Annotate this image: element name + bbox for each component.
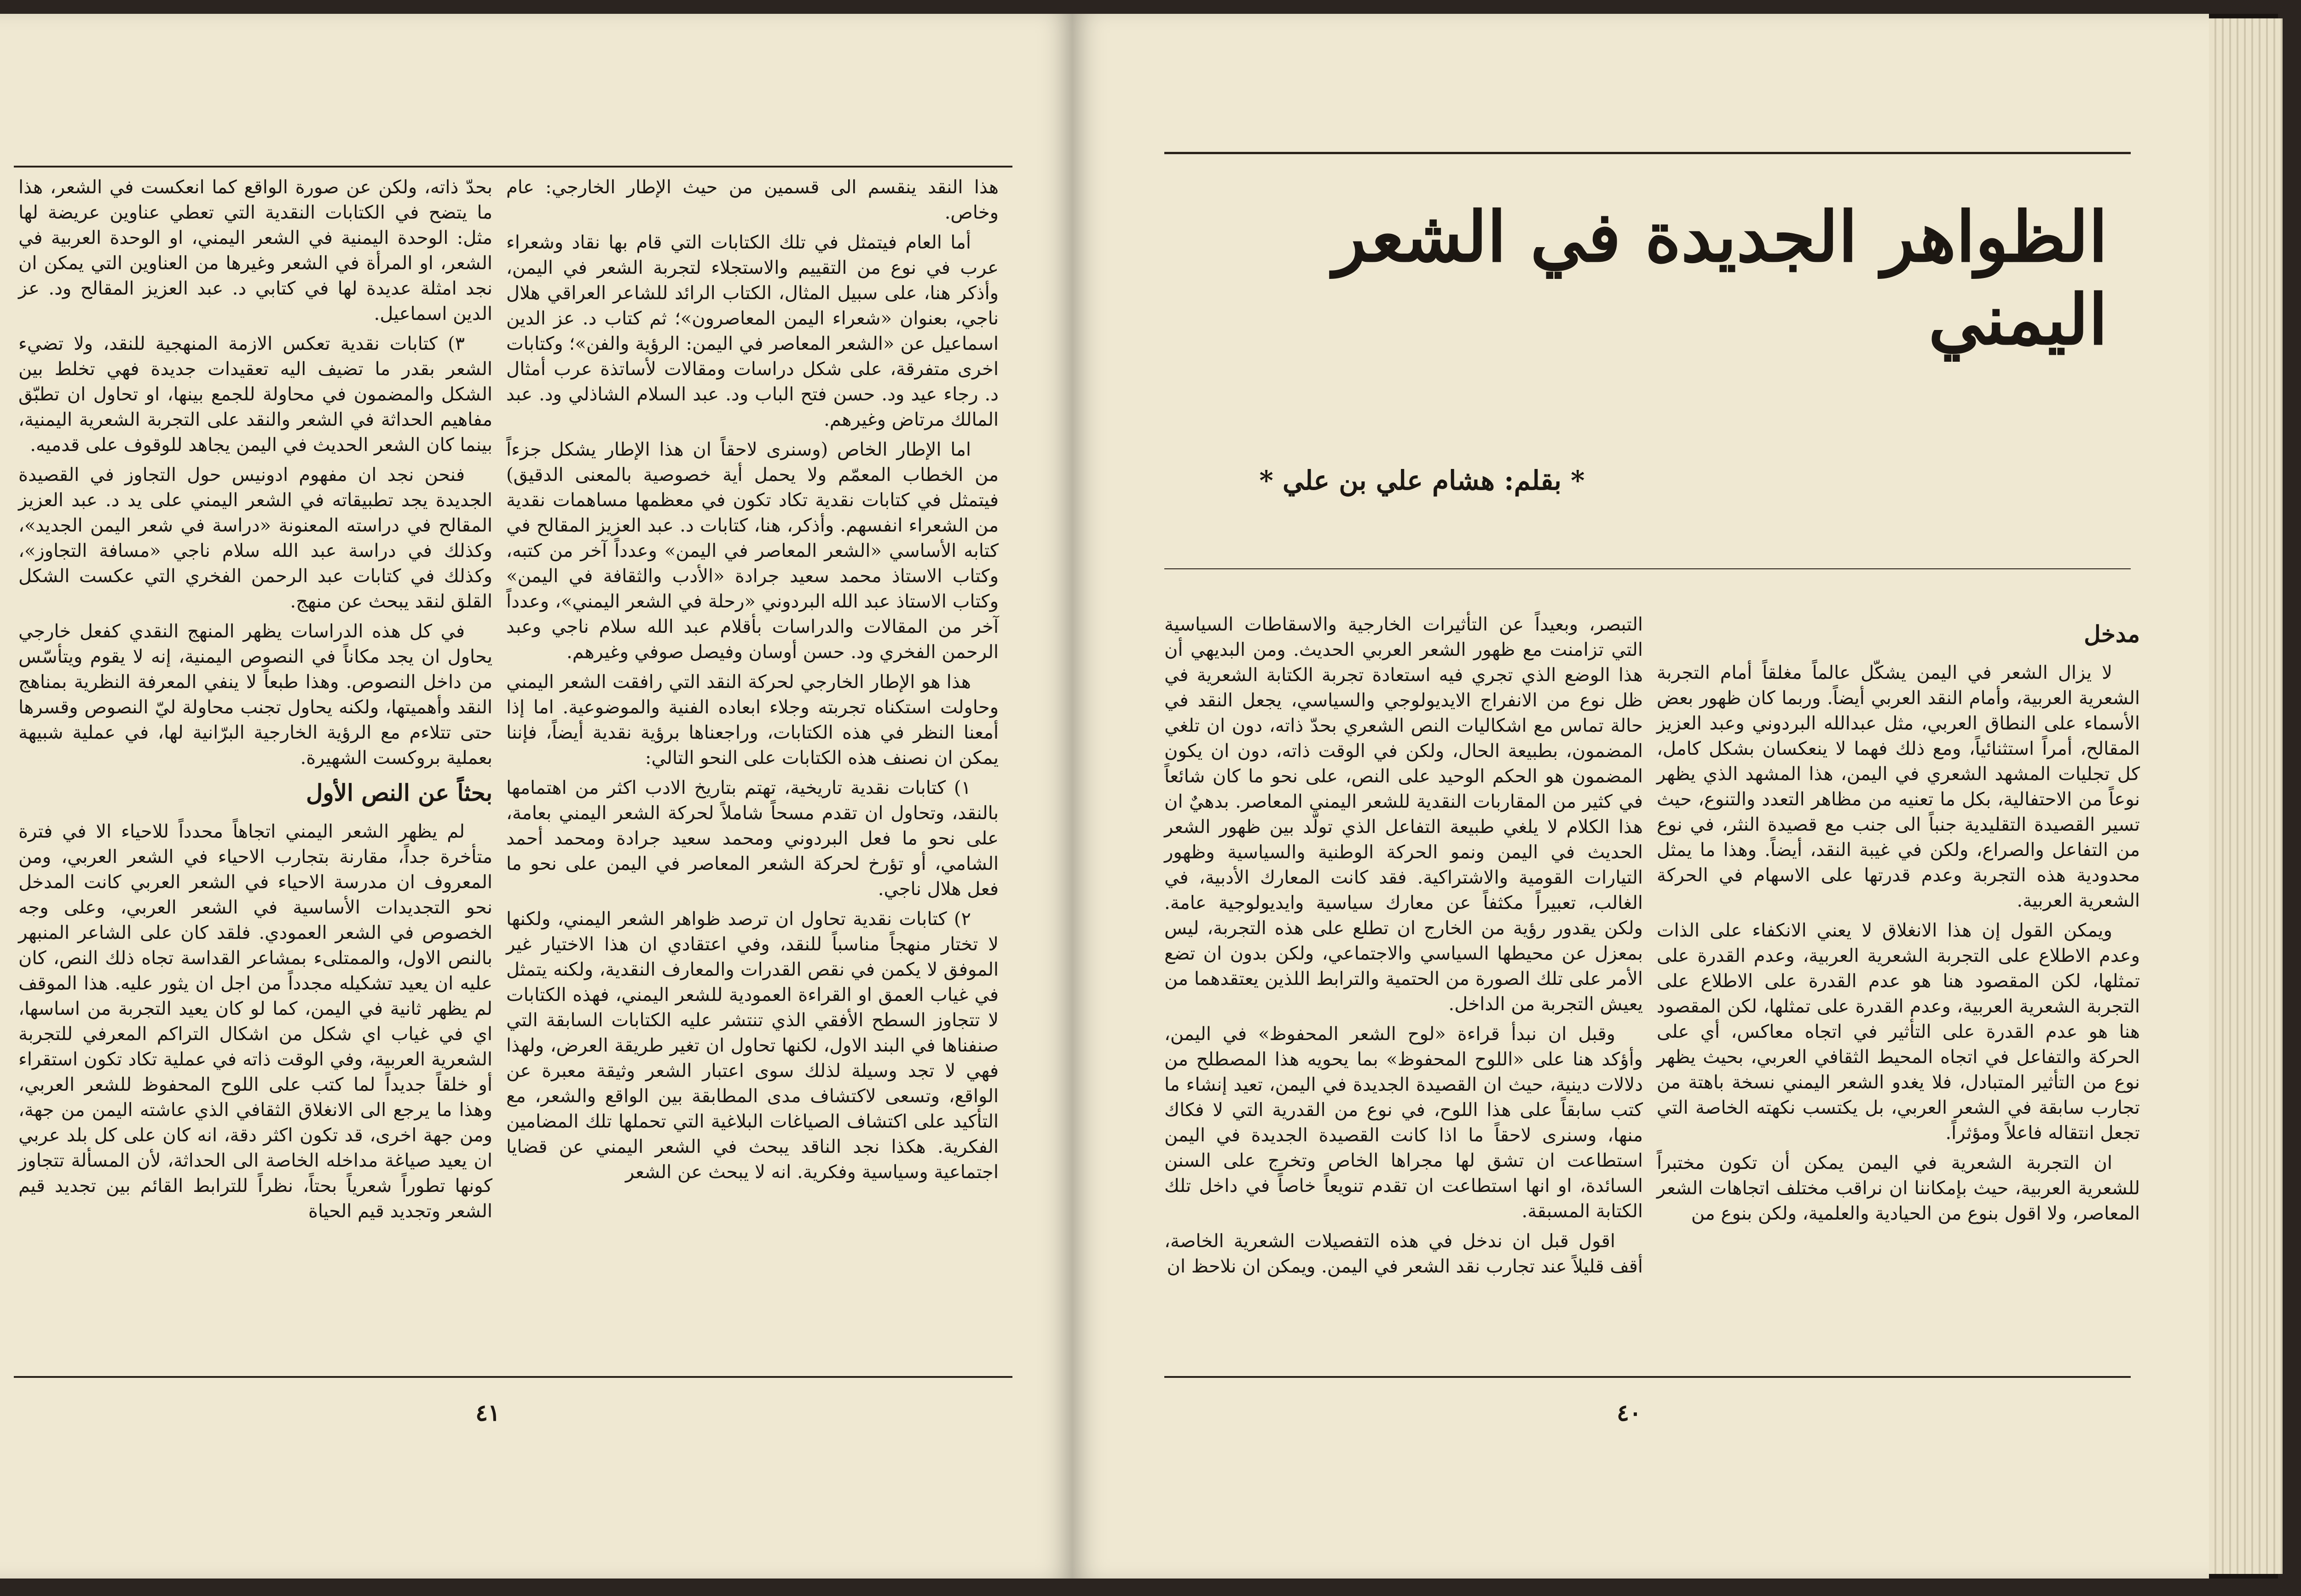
- paragraph: في كل هذه الدراسات يظهر المنهج النقدي كفعل خارجي يحاول ان يجد مكاناً في النصوص اليمنية، إنه لا يقوم ويتأسّس من داخل النصوص. وهذا طبعاً لا ينفي المعرفة النظرية بمناهج النقد وأهميتها، ولكنه يحاول تجنب محاولة ليّ النصوص وقسرها حتى تتلاءم مع الرؤية الخارجية البرّانية لها، في عملية شبيهة بعملية بروكست الشهيرة.: [18, 621, 492, 769]
- paragraph: أما العام فيتمثل في تلك الكتابات التي قام بها نقاد وشعراء عرب في نوع من التقييم والاستجلاء لتجربة الشعر في اليمن، وأذكر هنا، على سبيل المثال، الكتاب الرائد للشاعر العراقي هلال ناجي، بعنوان «شعراء اليمن المعاصرون»؛ ثم كتاب د. عز الدين اسماعيل عن «الشعر المعاصر في اليمن: الرؤية والفن»؛ وكتابات اخرى متفرقة، على شكل دراسات ومقالات لأساتذة عرب أمثال د. رجاء عيد ود. حسن فتح الباب ود. عبد السلام الشاذلي ود. عبد المالك مرتاض وغيرهم.: [506, 232, 999, 430]
- left-page-column-right: [506, 175, 999, 1190]
- paragraph: هذا النقد ينقسم الى قسمين من حيث الإطار الخارجي: عام وخاص.: [506, 177, 999, 223]
- top-rule: [14, 166, 1012, 168]
- right-page: [1072, 14, 2209, 1579]
- paragraph: فنحن نجد ان مفهوم ادونيس حول التجاوز في القصيدة الجديدة يجد تطبيقاته في الشعر اليمني على يد د. عبد العزيز المقالح في دراسته المعنونة «دراسة في شعر اليمن الجديد»، وكذلك في دراسة عبد الله سلام ناجي «مسافة التجاوز»، وكذلك في كتابات عبد الرحمن الفخري التي عكست الشكل القلق لنقد يبحث عن منهج.: [18, 464, 492, 612]
- paragraph: ٣) كتابات نقدية تعكس الازمة المنهجية للنقد، ولا تضيء الشعر بقدر ما تضيف اليه تعقيدات جديدة فهي تخلط بين الشكل والمضمون في محاولة للجمع بينها، او تحاول ان تطبّق مفاهيم الحداثة في الشعر والنقد على التجربة الشعرية اليمنية، بينما كان الشعر الحديث في اليمن يجاهد للوقوف على قدميه.: [18, 333, 492, 456]
- top-rule: [1164, 152, 2131, 154]
- right-page-column-left: [1164, 612, 1643, 1284]
- page-number: ٤١: [475, 1399, 500, 1426]
- page-number: ٤٠: [1617, 1399, 1642, 1426]
- page-edges: [2209, 18, 2283, 1574]
- section-heading: مدخل: [2084, 620, 2140, 648]
- byline: * بقلم: هشام علي بن علي *: [1259, 465, 1585, 496]
- magazine-spread: [0, 14, 2278, 1579]
- left-page-column-left: [18, 175, 492, 1229]
- paragraph: ١) كتابات نقدية تاريخية، تهتم بتاريخ الادب اكثر من اهتمامها بالنقد، وتحاول ان تقدم مسحاً شاملاً لحركة الشعر اليمني بعامة، على نحو ما فعل البردوني ومحمد سعيد جرادة ومحمد أحمد الشامي، أو تؤرخ لحركة الشعر المعاصر في اليمن على نحو ما فعل هلال ناجي.: [506, 777, 999, 900]
- article-title: الظواهر الجديدة في الشعر اليمني: [1333, 197, 2108, 360]
- bottom-rule: [14, 1376, 1012, 1378]
- paragraph: اقول قبل ان ندخل في هذه التفصيلات الشعرية الخاصة، أقف قليلاً عند تجارب نقد الشعر في اليمن. ويمكن ان نلاحظ ان: [1164, 1231, 1643, 1277]
- left-page: [0, 14, 1072, 1579]
- paragraph: التبصر، وبعيداً عن التأثيرات الخارجية والاسقاطات السياسية التي تزامنت مع ظهور الشعر العربي الحديث. ومن البديهي أن هذا الوضع الذي تجري فيه استعادة تجربة الكتابة الشعرية في ظل نوع من الانفراج الايديولوجي والسياسي، يجعل النقد في حالة تماس مع اشكاليات النص الشعري بحدّ ذاته، دون ان تلغي المضمون، بطبيعة الحال، ولكن في الوقت ذاته، دون ان يكون المضمون هو الحكم الوحيد على النص، على نحو ما كان شائعاً في كثير من المقاربات النقدية للشعر اليمني المعاصر. بدهيٌ ان هذا الكلام لا يلغي طبيعة التفاعل الذي تولّد بين ظهور الشعر الحديث في اليمن ونمو الحركة الوطنية والسياسية وظهور التيارات القومية والاشتراكية. فقد كانت المعارك الأدبية، في الغالب، تعبيراً مكثفاً عن معارك سياسية وايديولوجية عامة. ولكن يقدور رؤية من الخارج ان تطلع على هذه التجربة، ليس بمعزل عن محيطها السياسي والاجتماعي، ولكن بدون ان تضع الأمر على تلك الصورة من الحتمية والترابط اللذين يعتقدهما من يعيش التجربة من الداخل.: [1164, 614, 1643, 1015]
- paragraph: ويمكن القول إن هذا الانغلاق لا يعني الانكفاء على الذات وعدم الاطلاع على التجربة الشعرية العربية، وعدم القدرة على تمثلها، لكن المقصود هنا هو عدم القدرة على الاطلاع على التجربة الشعرية العربية، وعدم القدرة على تمثلها، لكن المقصود هنا هو عدم القدرة على التأثير في اتجاه معاكس، أي على الحركة والتفاعل في اتجاه المحيط الثقافي العربي، بحيث يظهر نوع من التأثير المتبادل، فلا يغدو الشعر اليمني نسخة باهتة من تجارب سابقة في الشعر العربي، بل يكتسب نكهته الخاصة التي تجعل انتقاله فاعلاً ومؤثراً.: [1657, 920, 2140, 1144]
- paragraph: لا يزال الشعر في اليمن يشكّل عالماً مغلقاً أمام التجربة الشعرية العربية، وأمام النقد العربي أيضاً. وربما كان ظهور بعض الأسماء على النطاق العربي، مثل عبدالله البردوني وعبد العزيز المقالح، أمراً استثنائياً، ومع ذلك فهما لا ينعكسان بشكل كامل، كل تجليات المشهد الشعري في اليمن، هذا المشهد الذي يظهر نوعاً من الاحتفالية، بكل ما تعنيه من مظاهر التعدد والتنوع، حيث تسير القصيدة التقليدية جنباً الى جنب مع قصيدة النثر، في نوع من التفاعل والصراع، ولكن في غيبة النقد، أيضاً. وهذا ما يمثل محدودية هذه التجربة وعدم قدرتها على الاسهام في الحركة الشعرية العربية.: [1657, 662, 2140, 911]
- title-rule: [1164, 568, 2131, 569]
- paragraph: هذا هو الإطار الخارجي لحركة النقد التي رافقت الشعر اليمني وحاولت استكناه تجربته وجلاء ابعاده الفنية والموضوعية. اما إذا أمعنا النظر في هذه الكتابات، وراجعناها برؤية نقدية أيضاً، فإننا يمكن ان نصنف هذه الكتابات على النحو التالي:: [506, 671, 999, 769]
- paragraph: ان التجربة الشعرية في اليمن يمكن أن تكون مختبراً للشعرية العربية، حيث بإمكاننا ان نراقب مختلف اتجاهات الشعر المعاصر، ولا اقول بنوع من الحيادية والعلمية، ولكن بنوع من: [1657, 1152, 2140, 1224]
- paragraph: ٢) كتابات نقدية تحاول ان ترصد ظواهر الشعر اليمني، ولكنها لا تختار منهجاً مناسباً للنقد، وفي اعتقادي ان هذا الاختيار غير الموفق لا يكمن في نقص القدرات والمعارف النقدية، ولكنه يتمثل في غياب العمق او القراءة العمودية للشعر اليمني، فهذه الكتابات لا تتجاوز السطح الأفقي الذي تنتشر عليه الكتابات السابقة التي صنفناها في البند الاول، لكنها تحاول ان تغير طريقة العرض، ولهذا فهي لا تجد وسيلة لذلك سوى اعتبار الشعر وثيقة معبرة عن الواقع، وتسعى لاكتشاف مدى المطابقة بين الواقع والشعر، مع التأكيد على اكتشاف الصياغات البلاغية التي تحملها تلك المضامين الفكرية. هكذا نجد الناقد يبحث في الشعر اليمني عن قضايا اجتماعية وسياسية وفكرية. انه لا يبحث عن الشعر: [506, 908, 999, 1183]
- bottom-rule: [1164, 1376, 2131, 1378]
- paragraph: اما الإطار الخاص (وسنرى لاحقاً ان هذا الإطار يشكل جزءاً من الخطاب المعمّم ولا يحمل أية خصوصية بالمعنى الدقيق) فيتمثل في كتابات نقدية تكاد تكون في معظمها مساهمات نقدية من الشعراء انفسهم. وأذكر، هنا، كتابات د. عبد العزيز المقالح في كتابه الأساسي «الشعر المعاصر في اليمن» وعدداً آخر من كتبه، وكتاب الاستاذ محمد سعيد جرادة «الأدب والثقافة في اليمن» وكتاب الاستاذ عبد الله البردوني «رحلة في الشعر اليمني»، وعدداً آخر من المقالات والدراسات بأقلام عبد الله سلام ناجي وعبد الرحمن الفخري ود. حسن أوسان وفيصل صوفي وغيرهم.: [506, 439, 999, 663]
- paragraph: بحدّ ذاته، ولكن عن صورة الواقع كما انعكست في الشعر، هذا ما يتضح في الكتابات النقدية التي تعطي عناوين عريضة لها مثل: الوحدة اليمنية في الشعر اليمني، او الوحدة العربية في الشعر، او المرأة في الشعر وغيرها من العناوين التي يمكن ان نجد امثلة عديدة لها في كتابي د. عبد العزيز المقالح ود. عز الدين اسماعيل.: [18, 177, 492, 324]
- right-page-column-right: [1657, 612, 2140, 1231]
- section-heading: بحثاً عن النص الأول: [306, 779, 492, 806]
- paragraph: لم يظهر الشعر اليمني اتجاهاً محدداً للاحياء الا في فترة متأخرة جداً، مقارنة بتجارب الاحياء في الشعر العربي، ومن المعروف ان مدرسة الاحياء في الشعر العربي كانت المدخل نحو التجديدات الأساسية في الشعر العربي، وعلى وجه الخصوص في الشعر العمودي. فلقد كان على الشاعر المنبهر بالنص الاول، والممتلىء بمشاعر القداسة تجاه ذلك النص، كان عليه ان يعيد تشكيله مجدداً من اجل ان يثور عليه. هذا الموقف لم يظهر ثانية في اليمن، كما لو كان يعيد التجربة من اساسها، اي في غياب اي شكل من اشكال التراكم المعرفي للتجربة الشعرية العربية، وفي الوقت ذاته في عملية تكاد تكون استقراء أو خلقاً جديداً لما كتب على اللوح المحفوظ للشعر العربي، وهذا ما يرجع الى الانغلاق الثقافي الذي عاشته اليمن من جهة، ومن جهة اخرى، قد تكون اكثر دقة، انه كان على كل بلد عربي ان يعيد صياغة مداخله الخاصة الى الحداثة، لأن المسألة تتجاوز كونها تطوراً شعرياً بحتاً، نظراً للترابط القائم بين تجديد قيم الشعر وتجديد قيم الحياة: [18, 821, 492, 1222]
- paragraph: وقبل ان نبدأ قراءة «لوح الشعر المحفوظ» في اليمن، وأؤكد هنا على «اللوح المحفوظ» بما يحويه هذا المصطلح من دلالات دينية، حيث ان القصيدة الجديدة في اليمن، تعيد إنشاء ما كتب سابقاً على هذا اللوح، في نوع من القدرية التي لا فكاك منها، وسنرى لاحقاً ما اذا كانت القصيدة الجديدة في اليمن استطاعت ان تشق لها مجراها الخاص وتخرج على السنن السائدة، او انها استطاعت ان تقدم تنويعاً خاصاً في داخل تلك الكتابة المسبقة.: [1164, 1024, 1643, 1222]
